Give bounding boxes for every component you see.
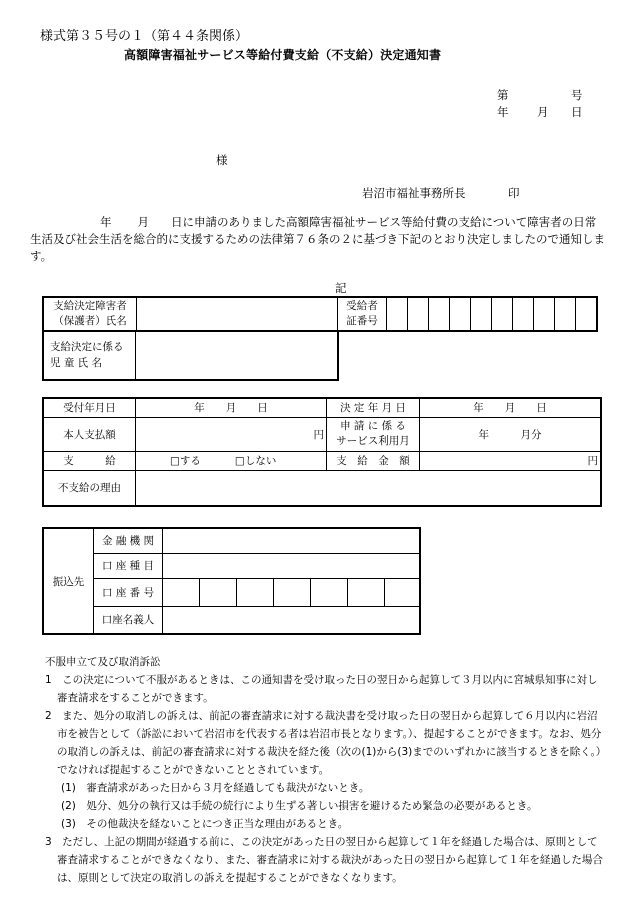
issue-day-label: 日 <box>571 105 583 119</box>
notes-item-2: 2 また、処分の取消しの訴えは、前記の審査請求に対する裁決書を受け取った日の翌日から起算して６月以内に岩沼市を被告として（訴訟において岩沼市を代表する者は岩沼市長となります。）、提起することができます。なお、処分の取消しの訴えは、前記の審査請求に対する裁決を経た後（次の(1)から(3)までのいずれかに該当するときを除く。）でなければ提起することができないこととされています。 <box>45 710 602 776</box>
refusal-reason-label: 不支給の理由 <box>43 470 136 506</box>
account-digit[interactable] <box>163 578 200 606</box>
account-digit[interactable] <box>237 578 274 606</box>
account-type-field[interactable] <box>163 553 421 578</box>
notes-sub-2: (2) 処分、処分の執行又は手続の続行により生ずる著しい損害を避けるため緊急の必要があるとき。 <box>61 800 538 812</box>
cert-digit[interactable] <box>492 297 513 331</box>
amount-field[interactable]: 円 <box>420 451 602 470</box>
received-date-label: 受付年月日 <box>43 398 136 417</box>
issue-year-label: 年 <box>497 105 509 119</box>
certificate-label: 受給者 証番号 <box>346 300 378 327</box>
ki-heading: 記 <box>335 281 347 295</box>
body-year: 年 <box>100 215 112 229</box>
account-type-label: 口 座 種 目 <box>94 553 163 578</box>
transfer-header: 振込先 <box>43 528 94 634</box>
payment-label: 支 給 <box>43 451 136 470</box>
account-holder-label: 口座名義人 <box>94 606 163 634</box>
decision-date-label: 決 定 年 月 日 <box>327 398 420 417</box>
appeal-notes <box>45 653 605 887</box>
cert-digit[interactable] <box>534 297 555 331</box>
body-text: 日に申請のありました高額障害福祉サービス等給付費の支給について障害者の日常生活及び社会生活を総合的に支援するための法律第７６条の２に基づき下記のとおり決定しましたので通知します。 <box>30 215 605 263</box>
cert-digit[interactable] <box>408 297 429 331</box>
account-digit[interactable] <box>385 578 421 606</box>
cert-digit[interactable] <box>576 297 598 331</box>
payment-no-checkbox[interactable]: □しない <box>234 455 277 467</box>
cert-digit[interactable] <box>555 297 576 331</box>
cert-digit[interactable] <box>429 297 450 331</box>
child-label: 支給決定に係る 児 童 氏 名 <box>50 340 124 369</box>
service-month-label: 申 請 に 係 る サービス利用月 <box>336 420 410 447</box>
account-holder-field[interactable] <box>163 606 421 634</box>
body-month: 月 <box>137 215 149 229</box>
service-month-field[interactable]: 年 月分 <box>420 417 602 451</box>
cert-digit[interactable] <box>513 297 534 331</box>
notes-sub-3: (3) その他裁決を経ないことにつき正当な理由があるとき。 <box>61 818 349 830</box>
recipient-label: 支給決定障害者 （保護者）氏名 <box>53 300 127 327</box>
bank-name-label: 金 融 機 関 <box>94 528 163 553</box>
account-number-label: 口 座 番 号 <box>94 578 163 606</box>
refusal-reason-field[interactable] <box>136 470 602 506</box>
payment-yes-checkbox[interactable]: □する <box>170 455 201 467</box>
self-pay-label: 本人支払額 <box>43 417 136 451</box>
number-prefix: 第 <box>497 88 509 102</box>
notes-item-1: 1 この決定について不服があるときは、この通知書を受け取った日の翌日から起算して３月以内に宮城県知事に対し審査請求をすることができます。 <box>45 674 598 704</box>
cert-digit[interactable] <box>471 297 492 331</box>
number-suffix: 号 <box>571 88 583 102</box>
account-digit[interactable] <box>200 578 237 606</box>
recipient-name-field[interactable] <box>137 297 338 331</box>
issuer-name: 岩沼市福祉事務所長 <box>362 186 466 200</box>
notes-sub-1: (1) 審査請求があった日から３月を経過しても裁決がないとき。 <box>61 782 370 794</box>
bank-table <box>42 527 421 635</box>
account-digit[interactable] <box>311 578 348 606</box>
notice-body <box>30 214 605 265</box>
seal-mark: 印 <box>508 186 520 200</box>
bank-name-field[interactable] <box>163 528 421 553</box>
decision-date-field[interactable]: 年 月 日 <box>420 398 602 417</box>
received-date-field[interactable]: 年 月 日 <box>136 398 327 417</box>
amount-label: 支 給 金 額 <box>327 451 420 470</box>
payment-choice <box>136 451 327 470</box>
decision-table <box>42 397 602 507</box>
addressee-honorific: 様 <box>216 153 228 167</box>
child-table <box>42 330 339 381</box>
self-pay-field[interactable]: 円 <box>136 417 327 451</box>
account-digit[interactable] <box>274 578 311 606</box>
cert-digit[interactable] <box>387 297 408 331</box>
child-name-field[interactable] <box>136 330 339 380</box>
account-digit[interactable] <box>348 578 385 606</box>
notes-item-3: 3 ただし、上記の期間が経過する前に、この決定があった日の翌日から起算して１年を経過した場合は、原則として審査請求することができなくなり、また、審査請求に対する裁決があった日の翌日から起算して１年を経過した場合は、原則として決定の取消しの訴えを提起することができなくなります。 <box>45 836 603 884</box>
notes-heading: 不服申立て及び取消訴訟 <box>45 656 161 668</box>
form-number: 様式第３５号の１（第４４条関係） <box>40 29 249 44</box>
cert-digit[interactable] <box>450 297 471 331</box>
issue-month-label: 月 <box>537 105 549 119</box>
applicant-table <box>42 296 598 332</box>
document-title: 高額障害福祉サービス等給付費支給（不支給）決定通知書 <box>124 48 442 62</box>
